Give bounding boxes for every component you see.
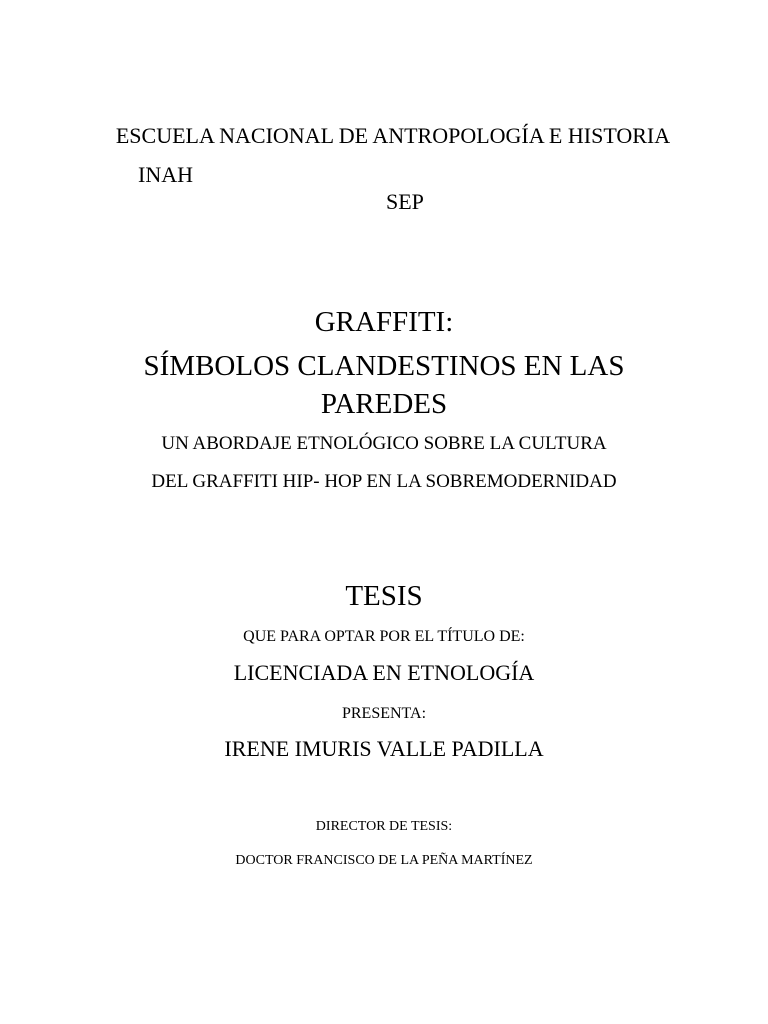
- title-line-2: SÍMBOLOS CLANDESTINOS EN LAS: [143, 350, 625, 382]
- director-name: DOCTOR FRANCISCO DE LA PEÑA MARTÍNEZ: [235, 853, 533, 868]
- title-line-1: GRAFFITI:: [314, 306, 454, 338]
- degree-intro: QUE PARA OPTAR POR EL TÍTULO DE:: [243, 628, 525, 645]
- subtitle-line-1: UN ABORDAJE ETNOLÓGICO SOBRE LA CULTURA: [161, 433, 607, 454]
- inah-label: INAH: [138, 162, 193, 187]
- author-name: IRENE IMURIS VALLE PADILLA: [224, 736, 544, 761]
- sep-label: SEP: [386, 189, 424, 214]
- thesis-label: TESIS: [345, 580, 423, 612]
- institution-name: ESCUELA NACIONAL DE ANTROPOLOGÍA E HISTORIA: [115, 123, 671, 148]
- subtitle-line-2: DEL GRAFFITI HIP- HOP EN LA SOBREMODERNIDAD: [151, 471, 617, 492]
- director-label: DIRECTOR DE TESIS:: [315, 819, 453, 834]
- title-line-3: PAREDES: [320, 388, 448, 420]
- degree-title: LICENCIADA EN ETNOLOGÍA: [233, 660, 535, 685]
- presenta-label: PRESENTA:: [341, 705, 427, 722]
